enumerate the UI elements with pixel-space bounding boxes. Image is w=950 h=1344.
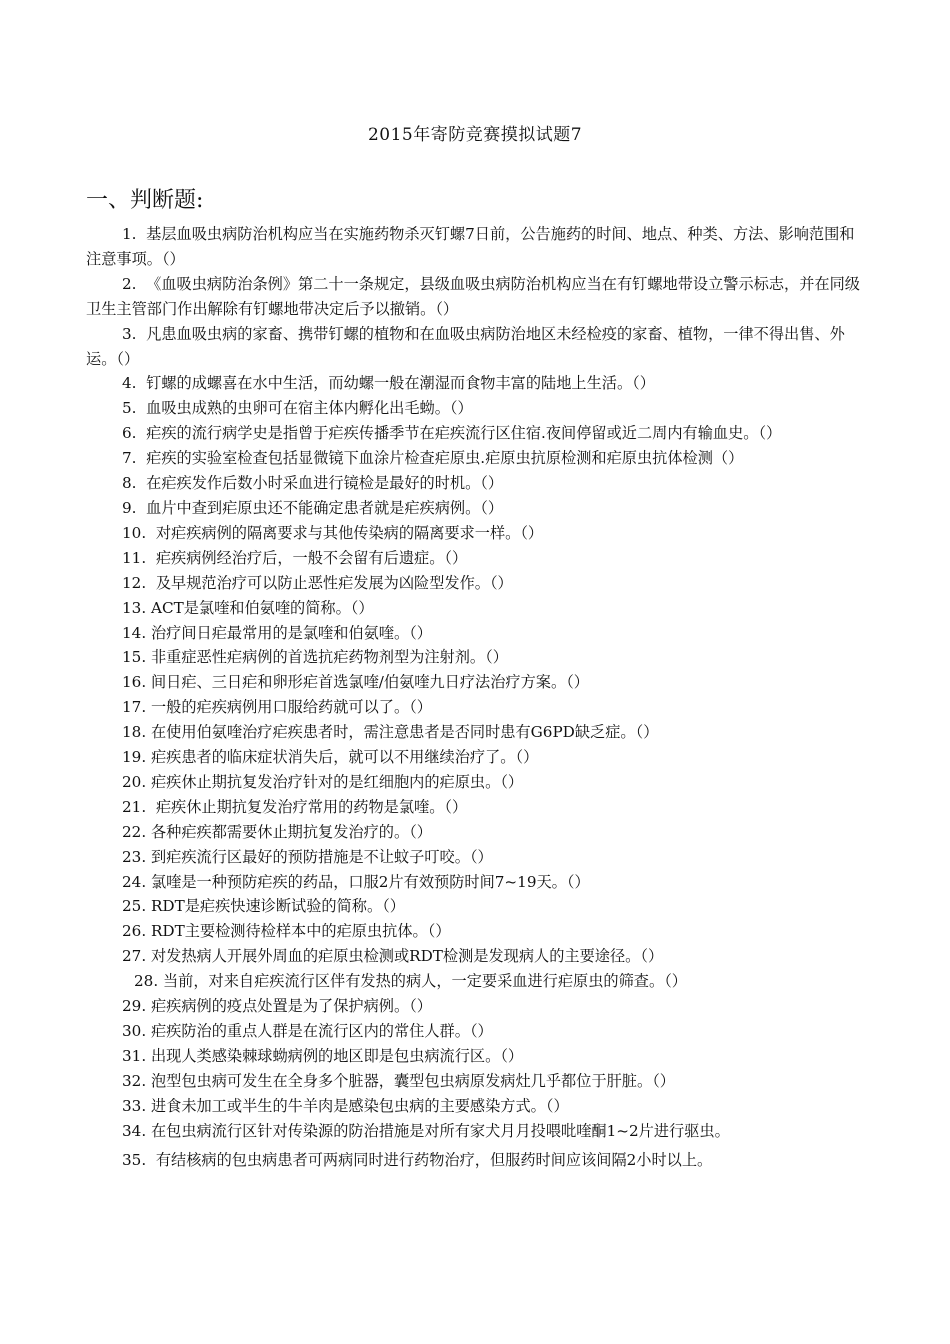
section-heading: 一、判断题: (86, 188, 204, 213)
question-item: 4. 钉螺的成螺喜在水中生活，而幼螺一般在潮湿而食物丰富的陆地上生活。（） (122, 374, 655, 393)
question-item: 20. 疟疾休止期抗复发治疗针对的是红细胞内的疟原虫。（） (122, 772, 524, 791)
question-item: 18. 在使用伯氨喹治疗疟疾患者时，需注意患者是否同时患有G6PD缺乏症。（） (122, 723, 659, 742)
question-number: 22. (122, 822, 151, 841)
question-number: 20. (122, 772, 151, 791)
question-number: 1. (122, 225, 147, 243)
question-number: 14. (122, 623, 151, 642)
question-item: 24. 氯喹是一种预防疟疾的药品，口服2片有效预防时间7~19天。（） (122, 872, 590, 891)
question-number: 28. (134, 972, 163, 991)
question-number: 33. (122, 1096, 151, 1115)
question-item: 21. 疟疾休止期抗复发治疗常用的药物是氯喹。（） (122, 797, 468, 816)
question-item: 8. 在疟疾发作后数小时采血进行镜检是最好的时机。（） (122, 474, 504, 493)
question-number: 27. (122, 947, 151, 966)
question-number: 11. (122, 548, 156, 567)
question-number: 30. (122, 1022, 151, 1040)
question-number: 24. (122, 872, 151, 891)
question-item: 19. 疟疾患者的临床症状消失后，就可以不用继续治疗了。（） (122, 748, 539, 767)
question-item: 27. 对发热病人开展外周血的疟原虫检测或RDT检测是发现病人的主要途径。（） (122, 947, 664, 966)
question-item: 10. 对疟疾病例的隔离要求与其他传染病的隔离要求一样。（） (122, 523, 544, 542)
question-item: 33. 进食未加工或半生的牛羊肉是感染包虫病的主要感染方式。（） (122, 1096, 569, 1115)
question-item: 7. 疟疾的实验室检查包括显微镜下血涂片检查疟原虫.疟原虫抗原检测和疟原虫抗体检测（） (122, 449, 744, 468)
question-item: 28. 当前，对来自疟疾流行区伴有发热的病人，一定要采血进行疟原虫的筛查。（） (134, 972, 687, 991)
question-item: 26. RDT主要检测待检样本中的疟原虫抗体。（） (122, 922, 451, 941)
question-number: 29. (122, 997, 151, 1016)
question-item: 35. 有结核病的包虫病患者可两病同时进行药物治疗，但服药时间应该间隔2小时以上。 (122, 1150, 713, 1169)
question-number: 17. (122, 698, 151, 717)
question-number: 19. (122, 748, 151, 767)
question-item: 31. 出现人类感染棘球蚴病例的地区即是包虫病流行区。（） (122, 1046, 524, 1065)
question-number: 13. (122, 598, 151, 617)
question-item: 23. 到疟疾流行区最好的预防措施是不让蚊子叮咬。（） (122, 847, 493, 866)
question-item: 6. 疟疾的流行病学史是指曾于疟疾传播季节在疟疾流行区住宿.夜间停留或近二周内有输血史。（） (122, 424, 782, 443)
question-number: 7. (122, 449, 147, 468)
question-item: 22. 各种疟疾都需要休止期抗复发治疗的。（） (122, 822, 432, 841)
question-item: 17. 一般的疟疾病例用口服给药就可以了。（） (122, 698, 432, 717)
question-number: 35. (122, 1150, 156, 1169)
question-number: 12. (122, 573, 156, 592)
question-number: 4. (122, 374, 147, 393)
question-item: 32. 泡型包虫病可发生在全身多个脏器，囊型包虫病原发病灶几乎都位于肝脏。（） (122, 1071, 675, 1090)
question-number: 15. (122, 648, 151, 667)
question-number: 9. (122, 498, 147, 517)
question-number: 34. (122, 1121, 151, 1140)
question-number: 25. (122, 897, 151, 916)
question-item: 2. 《血吸虫病防治条例》第二十一条规定，县级血吸虫病防治机构应当在有钉螺地带设立警示标志，并在同级卫生主管部门作出解除有钉螺地带决定后予以撤销。（） (86, 274, 860, 318)
question-number: 23. (122, 847, 151, 866)
question-number: 31. (122, 1046, 151, 1065)
question-number: 21. (122, 797, 156, 816)
question-item: 12. 及早规范治疗可以防止恶性疟发展为凶险型发作。（） (122, 573, 513, 592)
question-number: 26. (122, 922, 151, 941)
question-item: 11. 疟疾病例经治疗后，一般不会留有后遗症。（） (122, 548, 468, 567)
question-item: 16. 间日疟、三日疟和卵形疟首选氯喹/伯氨喹九日疗法治疗方案。（） (122, 673, 589, 692)
question-number: 10. (122, 523, 156, 542)
question-item: 14. 治疗间日疟最常用的是氯喹和伯氨喹。（） (122, 623, 432, 642)
question-number: 18. (122, 723, 151, 742)
question-number: 6. (122, 424, 147, 443)
question-item: 25. RDT是疟疾快速诊断试验的简称。（） (122, 897, 405, 916)
question-list (86, 222, 866, 1172)
question-item: 3. 凡患血吸虫病的家畜、携带钉螺的植物和在血吸虫病防治地区未经检疫的家畜、植物，一律不得出售、外运。（） (86, 324, 845, 368)
question-number: 3. (122, 324, 147, 343)
question-number: 16. (122, 673, 151, 692)
question-item: 1. 基层血吸虫病防治机构应当在实施药物杀灭钉螺7日前，公告施药的时间、地点、种类、方法、影响范围和注意事项。（） (86, 225, 855, 268)
question-item: 9. 血片中查到疟原虫还不能确定患者就是疟疾病例。（） (122, 498, 504, 517)
question-number: 2. (122, 274, 147, 293)
question-item: 5. 血吸虫成熟的虫卵可在宿主体内孵化出毛蚴。（） (122, 399, 473, 418)
question-item: 15. 非重症恶性疟病例的首选抗疟药物剂型为注射剂。（） (122, 648, 508, 667)
question-item: 29. 疟疾病例的疫点处置是为了保护病例。（） (122, 997, 432, 1016)
page-title: 2015年寄防竞赛摸拟试题7 (367, 125, 583, 145)
question-item: 30. 疟疾防治的重点人群是在流行区内的常住人群。（） (122, 1022, 493, 1040)
question-number: 8. (122, 474, 147, 493)
question-item: 34. 在包虫病流行区针对传染源的防治措施是对所有家犬月月投喂吡喹酮1~2片进行驱虫。 (122, 1121, 730, 1140)
question-item: 13. ACT是氯喹和伯氨喹的简称。（） (122, 598, 374, 617)
question-number: 32. (122, 1071, 151, 1090)
question-number: 5. (122, 399, 147, 418)
